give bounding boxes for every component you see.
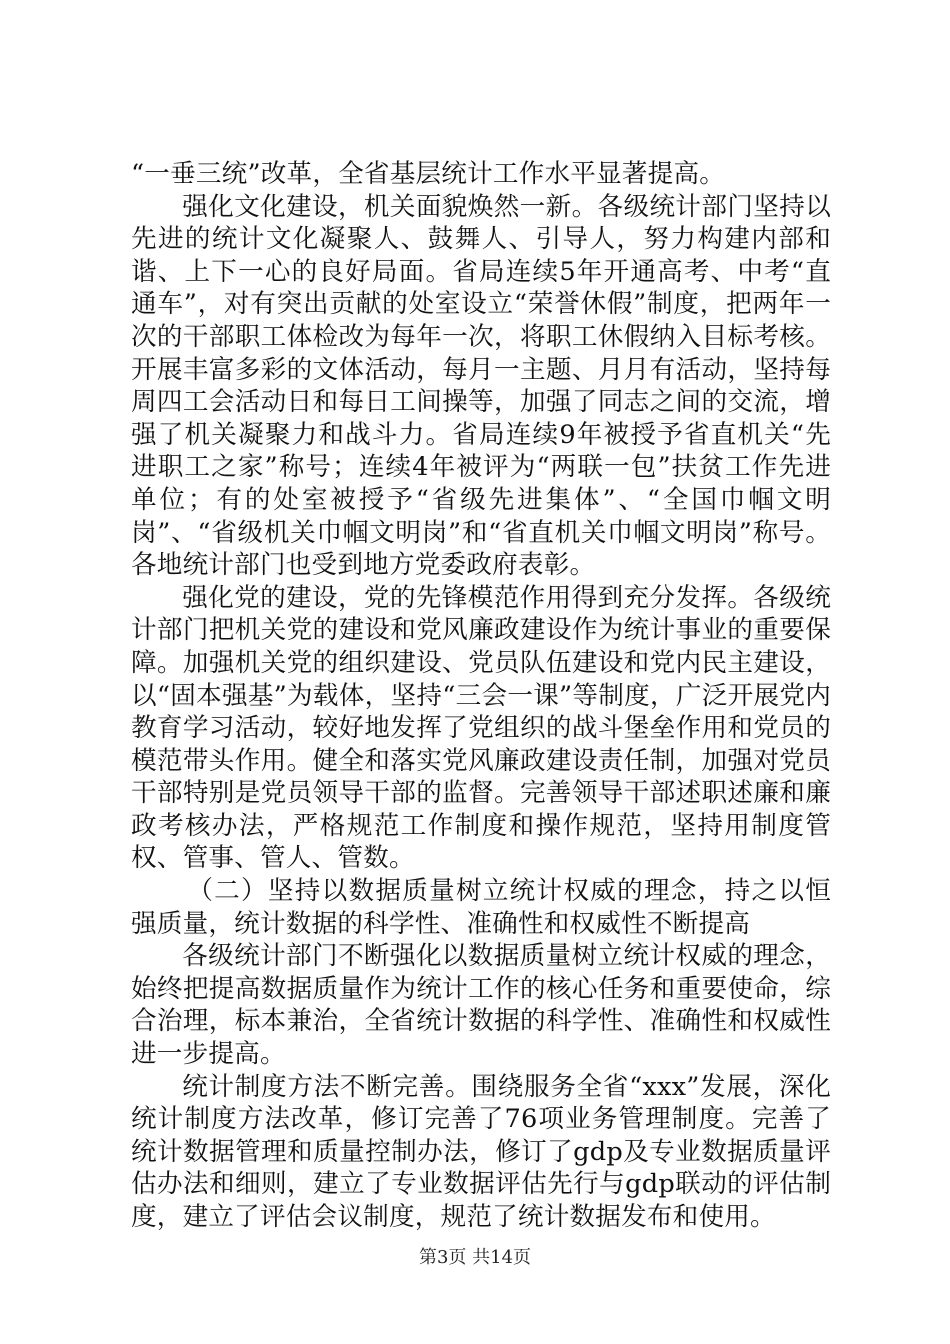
page-number-footer: 第3页 共14页 — [418, 1247, 532, 1268]
paragraph-party-building: 强化党的建设，党的先锋模范作用得到充分发挥。各级统计部门把机关党的建设和党风廉政建设作为统计事业的重要保障。加强机关党的组织建设、党员队伍建设和党内民主建设，以“固本强基”为载体，坚持“三会一课”等制度，广泛开展党内教育学习活动，较好地发挥了党组织的战斗堡垒作用和党员的模范带头作用。健全和落实党风廉政建设责任制，加强对党员干部特别是党员领导干部的监督。完善领导干部述职述廉和廉政考核办法，严格规范工作制度和操作规范，坚持用制度管权、管事、管人、管数。 — [131, 582, 831, 874]
paragraph-statistical-methods: 统计制度方法不断完善。围绕服务全省“xxx”发展，深化统计制度方法改革，修订完善了76项业务管理制度。完善了统计数据管理和质量控制办法，修订了gdp及专业数据质量评估办法和细则，建立了专业数据评估先行与gdp联动的评估制度，建立了评估会议制度，规范了统计数据发布和使用。 — [131, 1071, 831, 1232]
section-heading-data-quality: （二）坚持以数据质量树立统计权威的理念，持之以恒强质量，统计数据的科学性、准确性和权威性不断提高 — [131, 876, 831, 939]
document-body — [131, 158, 831, 1234]
paragraph-culture-building: 强化文化建设，机关面貌焕然一新。各级统计部门坚持以先进的统计文化凝聚人、鼓舞人、引导人，努力构建内部和谐、上下一心的良好局面。省局连续5年开通高考、中考“直通车”，对有突出贡献的处室设立“荣誉休假”制度，把两年一次的干部职工体检改为每年一次，将职工休假纳入目标考核。开展丰富多彩的文体活动，每月一主题、月月有活动，坚持每周四工会活动日和每日工间操等，加强了同志之间的交流，增强了机关凝聚力和战斗力。省局连续9年被授予省直机关“先进职工之家”称号；连续4年被评为“两联一包”扶贫工作先进单位；有的处室被授予“省级先进集体”、“全国巾帼文明岗”、“省级机关巾帼文明岗”和“省直机关巾帼文明岗”称号。各地统计部门也受到地方党委政府表彰。 — [131, 191, 831, 581]
paragraph-data-quality: 各级统计部门不断强化以数据质量树立统计权威的理念，始终把提高数据质量作为统计工作的核心任务和重要使命，综合治理，标本兼治，全省统计数据的科学性、准确性和权威性进一步提高。 — [131, 941, 831, 1070]
paragraph-continuation: “一垂三统”改革，全省基层统计工作水平显著提高。 — [131, 159, 726, 189]
